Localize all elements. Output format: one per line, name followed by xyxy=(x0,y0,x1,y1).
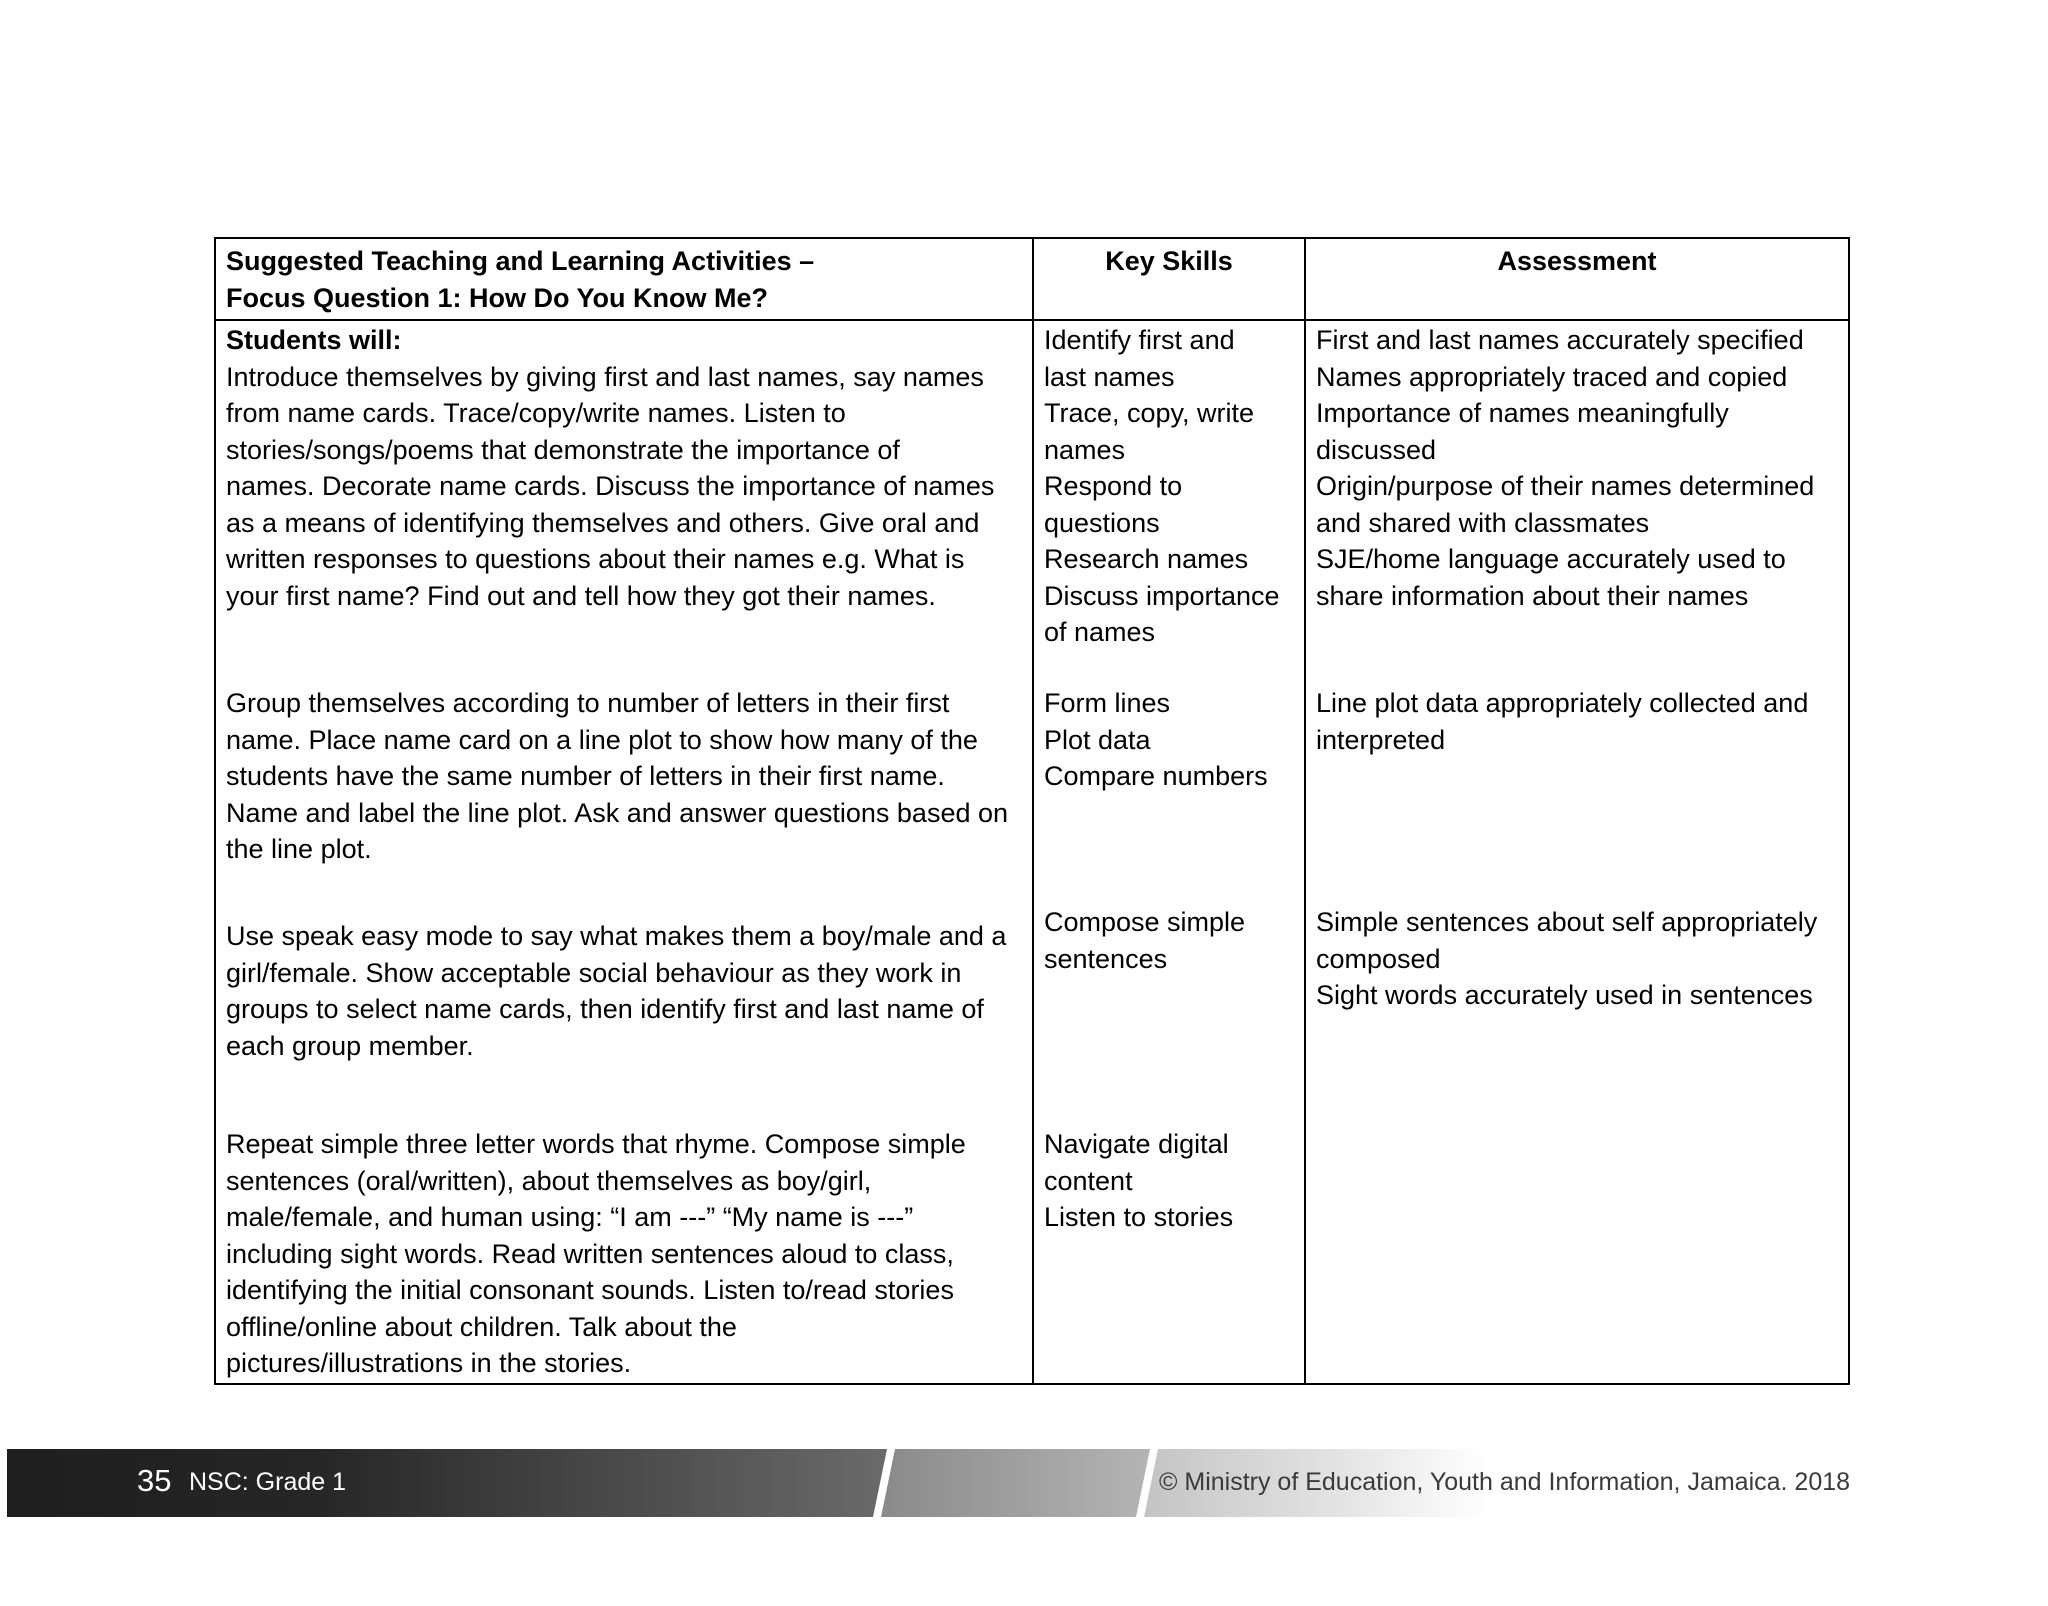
assessment-block-3 xyxy=(1316,904,1838,1014)
assessment-line: Sight words accurately used in sentences xyxy=(1316,980,1813,1010)
assessment-block-1 xyxy=(1316,322,1838,614)
key-skills-block-3 xyxy=(1044,904,1294,977)
skill-line: content xyxy=(1044,1165,1133,1196)
assessment-line: First and last names accurately specified xyxy=(1316,325,1804,355)
assessment-line: Origin/purpose of their names determined xyxy=(1316,471,1815,501)
skill-line: Research names xyxy=(1044,544,1249,574)
activities-block-2 xyxy=(226,685,1022,868)
activity-line: Repeat simple three letter words that rhyme. Compose simple xyxy=(226,1129,966,1159)
assessment-line: composed xyxy=(1316,943,1441,974)
activities-cell xyxy=(215,320,1033,1384)
activity-line: pictures/illustrations in the stories. xyxy=(226,1348,632,1378)
activities-header-line1: Suggested Teaching and Learning Activities – xyxy=(226,246,815,276)
skill-line: sentences xyxy=(1044,943,1168,974)
assessment-block-2 xyxy=(1316,685,1838,758)
assessment-line: Simple sentences about self appropriately xyxy=(1316,907,1818,937)
table-body-row xyxy=(215,320,1849,1384)
activity-line: offline/online about children. Talk about the xyxy=(226,1311,737,1342)
activities-header xyxy=(215,238,1033,320)
assessment-line: share information about their names xyxy=(1316,580,1749,611)
activity-line: from name cards. Trace/copy/write names. Listen to xyxy=(226,398,846,428)
skill-line: Identify first and xyxy=(1044,325,1235,355)
activities-block-3 xyxy=(226,918,1022,1064)
activity-line: sentences (oral/written), about themselves as boy/girl, xyxy=(226,1165,872,1196)
activity-line: your first name? Find out and tell how they got their names. xyxy=(226,580,936,611)
skill-line: Compare numbers xyxy=(1044,761,1268,791)
skill-line: names xyxy=(1044,434,1126,465)
assessment-line: Importance of names meaningfully xyxy=(1316,398,1729,428)
key-skills-block-1 xyxy=(1044,322,1294,651)
skill-line: Listen to stories xyxy=(1044,1202,1234,1232)
skill-line: of names xyxy=(1044,617,1156,647)
assessment-header: Assessment xyxy=(1305,238,1849,320)
activity-line: identifying the initial consonant sounds. Listen to/read stories xyxy=(226,1275,954,1305)
skill-line: Discuss importance xyxy=(1044,580,1280,611)
skill-line: Form lines xyxy=(1044,688,1171,718)
assessment-line: Line plot data appropriately collected and xyxy=(1316,688,1809,718)
assessment-line: SJE/home language accurately used to xyxy=(1316,544,1786,574)
assessment-line: discussed xyxy=(1316,434,1437,465)
activity-line: Use speak easy mode to say what makes them a boy/male and a xyxy=(226,921,1007,951)
assessment-line: and shared with classmates xyxy=(1316,507,1650,538)
activity-line: Name and label the line plot. Ask and answer questions based on xyxy=(226,797,1009,828)
key-skills-cell xyxy=(1033,320,1305,1384)
activities-header-line2: Focus Question 1: How Do You Know Me? xyxy=(226,282,769,313)
skill-line: Compose simple xyxy=(1044,907,1246,937)
copyright-notice: © Ministry of Education, Youth and Information, Jamaica. 2018 xyxy=(1159,1468,1851,1496)
page-footer xyxy=(7,1449,2048,1517)
key-skills-block-2 xyxy=(1044,685,1294,795)
activity-line: written responses to questions about their names e.g. What is xyxy=(226,544,965,574)
activity-line: name. Place name card on a line plot to show how many of the xyxy=(226,724,978,755)
activity-line: names. Decorate name cards. Discuss the importance of names xyxy=(226,471,995,501)
assessment-line: interpreted xyxy=(1316,724,1446,755)
activity-line: girl/female. Show acceptable social behaviour as they work in xyxy=(226,957,962,988)
key-skills-header: Key Skills xyxy=(1033,238,1305,320)
activity-line: groups to select name cards, then identify first and last name of xyxy=(226,994,984,1024)
activity-line: the line plot. xyxy=(226,834,372,864)
activities-block-4 xyxy=(226,1126,1022,1382)
activity-line: Group themselves according to number of letters in their first xyxy=(226,688,950,718)
curriculum-table xyxy=(214,237,1850,1385)
key-skills-block-4 xyxy=(1044,1126,1294,1236)
page-number: 35 xyxy=(137,1463,172,1498)
activity-line: stories/songs/poems that demonstrate the importance of xyxy=(226,434,900,465)
activities-block-1 xyxy=(226,322,1022,614)
table-header-row xyxy=(215,238,1849,320)
activity-line: as a means of identifying themselves and others. Give oral and xyxy=(226,507,980,538)
activity-line: male/female, and human using: “I am ---” “My name is ---” xyxy=(226,1202,914,1232)
skill-line: last names xyxy=(1044,361,1175,392)
skill-line: Respond to xyxy=(1044,471,1183,501)
skill-line: questions xyxy=(1044,507,1160,538)
students-will-label: Students will: xyxy=(226,325,402,355)
skill-line: Navigate digital xyxy=(1044,1129,1229,1159)
activity-line: each group member. xyxy=(226,1030,474,1061)
skill-line: Plot data xyxy=(1044,724,1151,755)
assessment-cell xyxy=(1305,320,1849,1384)
skill-line: Trace, copy, write xyxy=(1044,398,1255,428)
activity-line: Introduce themselves by giving first and last names, say names xyxy=(226,361,984,392)
activity-line: students have the same number of letters in their first name. xyxy=(226,761,945,791)
footer-title: NSC: Grade 1 xyxy=(189,1468,347,1496)
assessment-line: Names appropriately traced and copied xyxy=(1316,361,1788,392)
activity-line: including sight words. Read written sentences aloud to class, xyxy=(226,1238,954,1269)
